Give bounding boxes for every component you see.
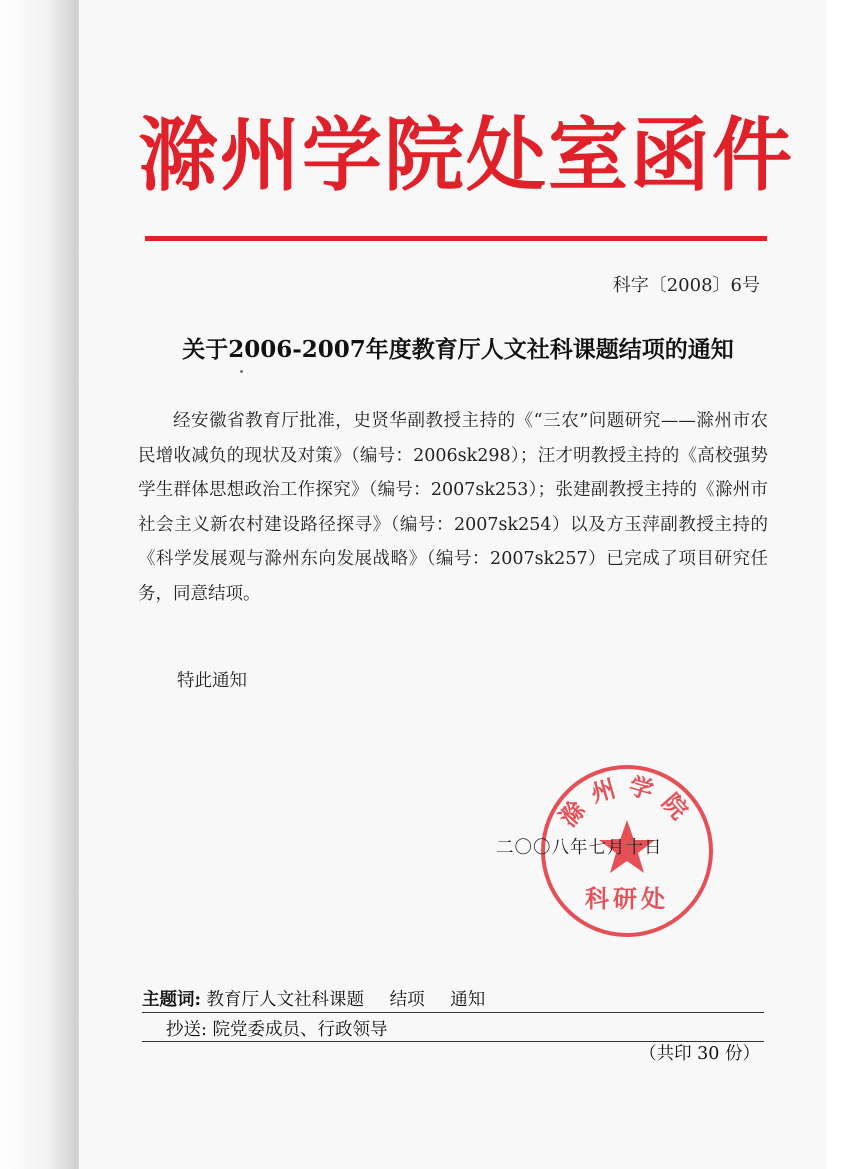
notice-title: 关于2006-2007年度教育厅人文社科课题结项的通知: [182, 336, 734, 363]
seal-dept-text: 科研处: [585, 884, 669, 913]
cc-value: 院党委成员、行政领导: [212, 1020, 388, 1040]
scan-left-edge: [0, 0, 78, 1169]
keyword-item: 教育厅人文社科课题: [206, 990, 365, 1010]
notice-body: [138, 404, 768, 611]
seal-org-text: 滁州学院: [553, 770, 701, 833]
keyword-item: 结项: [389, 990, 425, 1010]
document-number: 科字〔2008〕6号: [612, 275, 760, 296]
notice-closing: 特此通知: [177, 671, 247, 691]
notice-body-paragraph: 经安徽省教育厅批准，史贤华副教授主持的《“三农”问题研究——滁州市农民增收减负的现状及对策》（编号：2006sk298）；汪才明教授主持的《高校强势学生群体思想政治工作探究》（编号：2007sk253）；张建副教授主持的《滁州市社会主义新农村建设路径探寻》（编号：2007sk254）以及方玉萍副教授主持的《科学发展观与滁州东向发展战略》（编号：2007sk257）已完成了项目研究任务，同意结项。: [138, 411, 768, 604]
keyword-item: 通知: [450, 990, 486, 1010]
masthead-red-rule: [145, 236, 767, 241]
scan-speck: [240, 370, 243, 373]
keywords-label: 主题词:: [142, 990, 201, 1010]
scan-right-edge: [826, 0, 850, 1169]
copies-count: （共印 30 份）: [639, 1044, 760, 1064]
masthead-title: 滁州学院处室函件: [138, 108, 794, 202]
keywords-line: [142, 986, 764, 1013]
cc-label: 抄送:: [166, 1020, 207, 1040]
cc-line: [142, 1016, 764, 1042]
notice-date: 二〇〇八年七月十日: [496, 838, 663, 858]
